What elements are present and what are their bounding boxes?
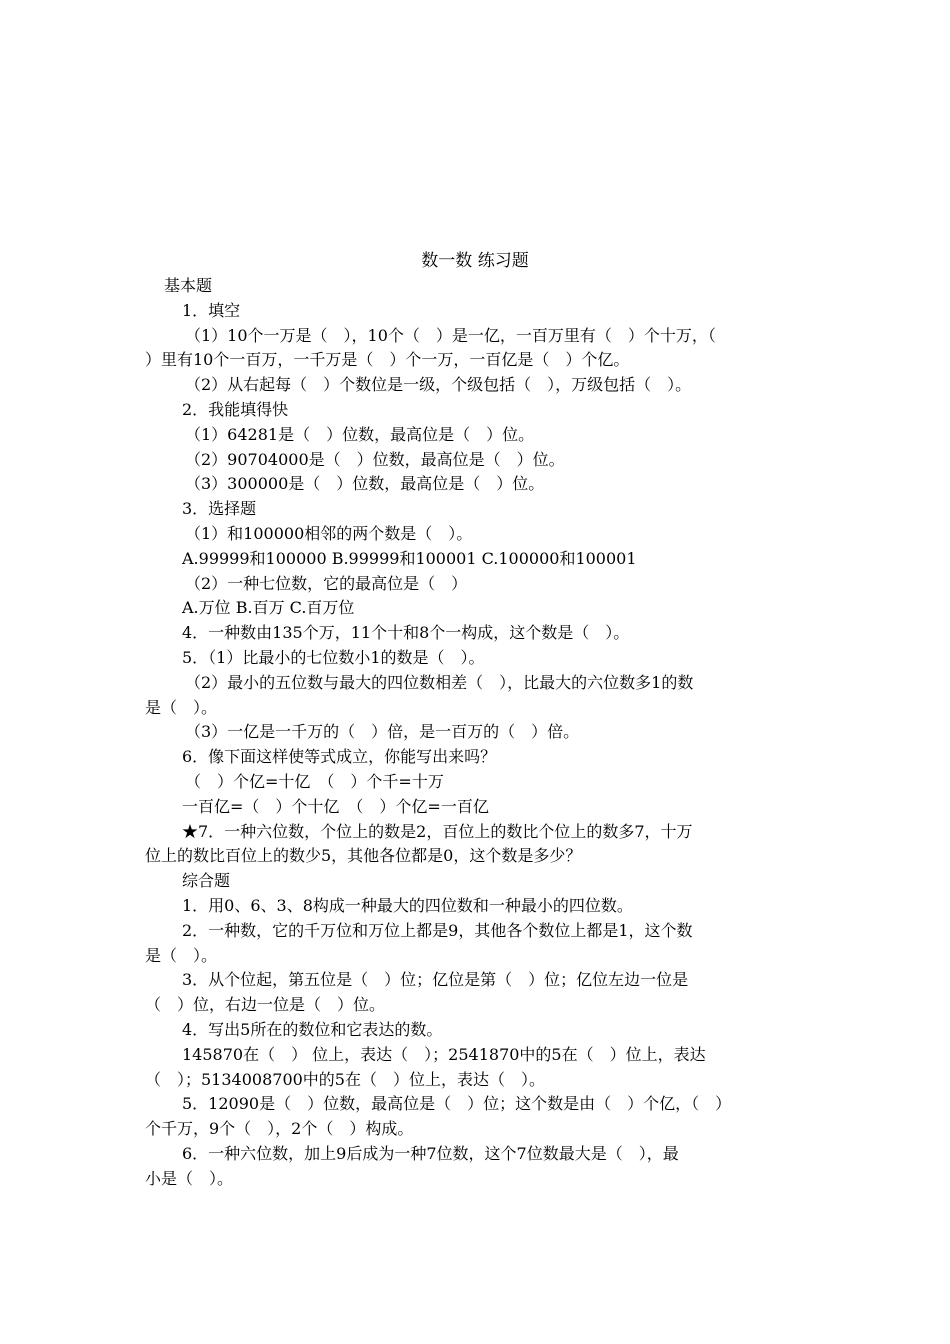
text-line: 2．我能填得快 [182, 399, 289, 419]
text-line: 一百亿=（ ）个十亿 （ ）个亿=一百亿 [182, 796, 489, 816]
text-line: （2）一种七位数，它的最高位是（ ） [185, 573, 468, 593]
text-line: （ ）个亿=十亿 （ ）个千=十万 [185, 771, 444, 791]
text-line: 2．一种数，它的千万位和万位上都是9，其他各个数位上都是1，这个数 [182, 920, 693, 940]
document-body [145, 274, 805, 1191]
document-title: 数一数 练习题 [421, 251, 529, 271]
text-line: ）里有10个一百万，一千万是（ ）个一万，一百亿是（ ）个亿。 [145, 350, 630, 370]
text-line: 6．一种六位数，加上9后成为一种7位数，这个7位数最大是（ ），最 [182, 1143, 679, 1163]
text-line: （ ）；5134008700中的5在（ ）位上，表达（ ）。 [145, 1069, 545, 1089]
text-line: （3）300000是（ ）位数，最高位是（ ）位。 [185, 474, 545, 494]
text-line: （1）10个一万是（ ），10个（ ）是一亿，一百万里有（ ）个十万，（ [185, 325, 716, 345]
text-line: （2）最小的五位数与最大的四位数相差（ ），比最大的六位数多1的数 [185, 672, 694, 692]
text-line: 6．像下面这样使等式成立，你能写出来吗？ [182, 747, 497, 767]
text-line: （3）一亿是一千万的（ ）倍，是一百万的（ ）倍。 [185, 722, 580, 742]
text-line: 是（ ）。 [145, 697, 218, 717]
text-line: （1）和100000相邻的两个数是（ ）。 [185, 523, 473, 543]
text-line: 小是（ ）。 [145, 1168, 234, 1188]
text-line: 5．12090是（ ）位数，最高位是（ ）位；这个数是由（ ）个亿，（ ） [182, 1094, 732, 1114]
text-line: （2）90704000是（ ）位数，最高位是（ ）位。 [185, 449, 565, 469]
text-line: 1．填空 [182, 300, 241, 320]
text-line: 1．用0、6、3、8构成一种最大的四位数和一种最小的四位数。 [182, 895, 633, 915]
text-line: A.万位 B.百万 C.百万位 [182, 598, 355, 618]
text-line: 3．从个位起，第五位是（ ）位；亿位是第（ ）位；亿位左边一位是 [182, 970, 689, 990]
text-line: A.99999和100000 B.99999和100001 C.100000和100001 [182, 548, 637, 568]
text-line: （ ）位，右边一位是（ ）位。 [145, 995, 386, 1015]
text-line: 3．选择题 [182, 499, 257, 519]
text-line: 4．一种数由135个万，11个十和8个一构成，这个数是（ ）。 [182, 623, 630, 643]
text-line: 是（ ）。 [145, 945, 218, 965]
text-line: 个千万，9个（ ），2个（ ）构成。 [145, 1119, 414, 1139]
text-line: 5．（1）比最小的七位数小1的数是（ ）。 [182, 647, 485, 667]
text-line: 4．写出5所在的数位和它表达的数。 [182, 1019, 443, 1039]
text-line: 位上的数比百位上的数少5，其他各位都是0，这个数是多少？ [145, 846, 582, 866]
text-line: 基本题 [164, 276, 213, 295]
text-line: ★7．一种六位数，个位上的数是2，百位上的数比个位上的数多7，十万 [182, 821, 693, 841]
text-line: 145870在（ ） 位上，表达（ ）；2541870中的5在（ ）位上，表达 [182, 1044, 706, 1064]
text-line: （1）64281是（ ）位数，最高位是（ ）位。 [185, 424, 535, 444]
text-line: （2）从右起每（ ）个数位是一级，个级包括（ ），万级包括（ ）。 [185, 375, 692, 395]
text-line: 综合题 [182, 871, 231, 891]
